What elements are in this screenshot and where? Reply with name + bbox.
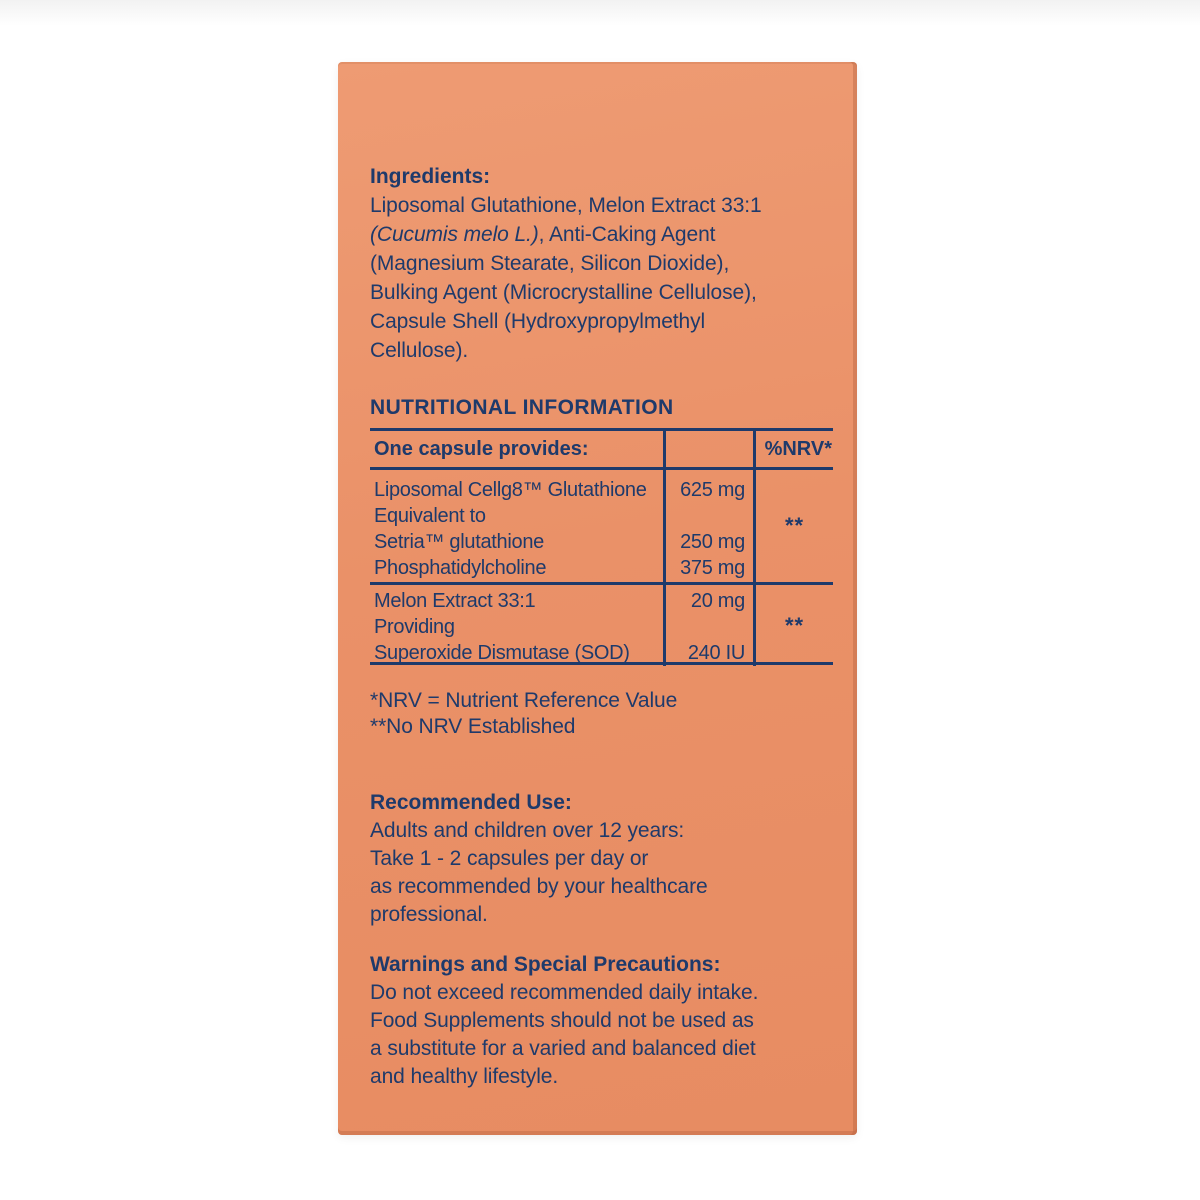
warnings-line: a substitute for a varied and balanced diet [370, 1037, 756, 1060]
nutrient-name: Superoxide Dismutase (SOD) [374, 642, 630, 664]
warnings-section [370, 951, 833, 1091]
ingredients-line: Bulking Agent (Microcrystalline Cellulose), [370, 281, 757, 304]
supplement-box-back-panel [338, 62, 857, 1135]
ingredients-line: Cellulose). [370, 339, 469, 362]
nutrient-name: Melon Extract 33:1 [374, 590, 536, 612]
warnings-line: and healthy lifestyle. [370, 1065, 559, 1088]
nutrient-name: Equivalent to [374, 505, 486, 527]
nutrient-row-melon-extract [370, 585, 833, 665]
photo-background-shade [0, 0, 1200, 26]
nrv-value: ** [784, 513, 805, 538]
ingredients-line: (Magnesium Stearate, Silicon Dioxide), [370, 252, 730, 275]
nutrient-amount: 240 IU [687, 642, 745, 664]
warnings-line: Do not exceed recommended daily intake. [370, 981, 759, 1004]
nutrition-table [370, 428, 833, 665]
nrv-value: ** [784, 612, 805, 638]
nutrient-amount: 625 mg [680, 479, 745, 501]
recommended-use-line: Adults and children over 12 years: [370, 819, 685, 842]
nutrient-names [370, 585, 663, 666]
nutrient-amount [666, 614, 753, 640]
table-header-nrv: %NRV* [753, 431, 833, 467]
nrv-footnote: *NRV = Nutrient Reference Value [370, 689, 678, 712]
warnings-heading: Warnings and Special Precautions: [370, 953, 721, 976]
ingredients-line-rest: , Anti-Caking Agent [538, 223, 716, 246]
nutrient-amount [666, 503, 753, 529]
recommended-use-heading: Recommended Use: [370, 791, 572, 814]
ingredients-line: Capsule Shell (Hydroxypropylmethyl [370, 310, 706, 333]
recommended-use-section [370, 789, 833, 929]
nutrient-name: Providing [374, 616, 455, 638]
ingredients-line [370, 220, 833, 249]
nutrient-amount: 250 mg [680, 531, 745, 553]
recommended-use-line: Take 1 - 2 capsules per day or [370, 847, 649, 870]
nutrient-name: Setria™ glutathione [374, 531, 544, 553]
ingredients-section [370, 162, 833, 365]
nutrient-amount: 375 mg [680, 557, 745, 579]
table-header-provides: One capsule provides: [374, 437, 589, 460]
nutrient-amounts [663, 470, 753, 582]
nrv-footnote: **No NRV Established [370, 715, 576, 738]
nutrient-amounts [663, 585, 753, 666]
warnings-line: Food Supplements should not be used as [370, 1009, 754, 1032]
nutrition-table-header-row [370, 431, 833, 470]
table-header-amount [663, 431, 753, 467]
nutrient-name: Liposomal Cellg8™ Glutathione [374, 479, 647, 501]
nutrient-names [370, 470, 663, 582]
nutrient-amount: 20 mg [690, 590, 745, 612]
ingredients-line: Liposomal Glutathione, Melon Extract 33:1 [370, 194, 762, 217]
ingredients-latin-name: (Cucumis melo L.) [370, 223, 539, 246]
nutrient-name: Phosphatidylcholine [374, 557, 547, 579]
nutritional-information-heading: NUTRITIONAL INFORMATION [370, 396, 674, 419]
nrv-cell [753, 585, 833, 666]
ingredients-heading: Ingredients: [370, 165, 491, 188]
recommended-use-line: as recommended by your healthcare [370, 875, 708, 898]
recommended-use-line: professional. [370, 903, 488, 926]
nrv-footnotes [370, 688, 833, 740]
nrv-cell [753, 470, 833, 582]
nutrient-row-glutathione [370, 470, 833, 585]
